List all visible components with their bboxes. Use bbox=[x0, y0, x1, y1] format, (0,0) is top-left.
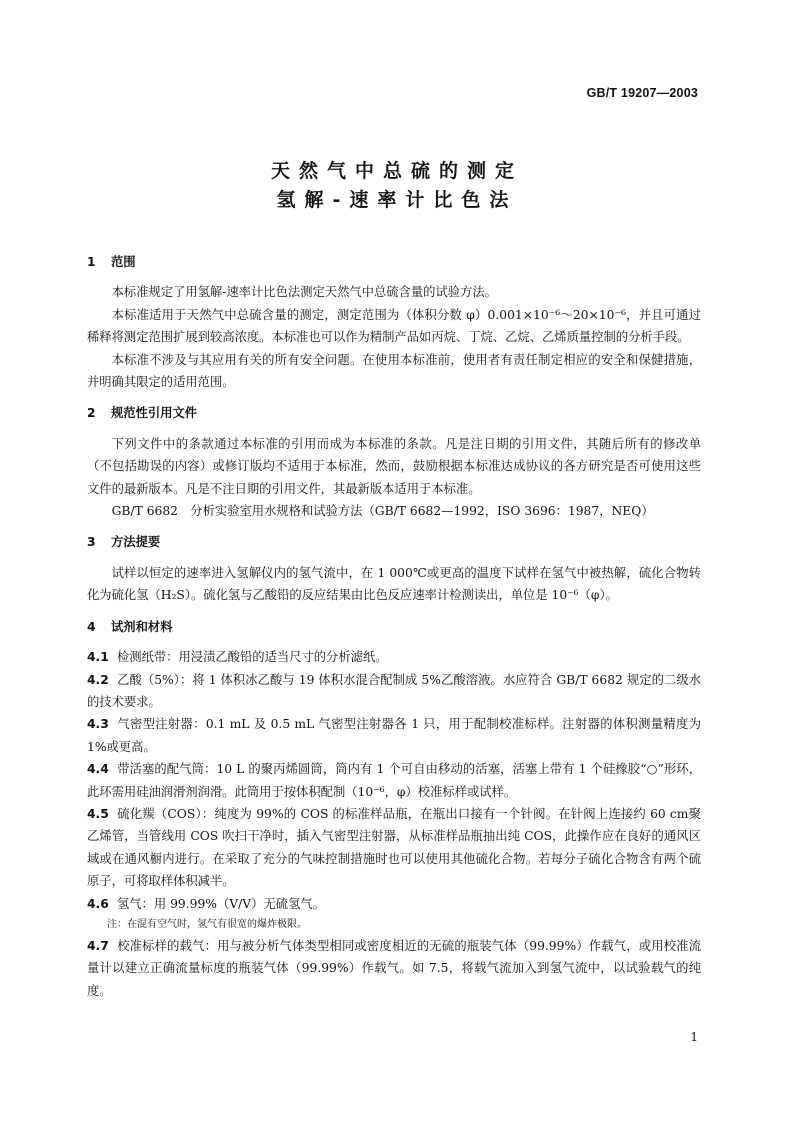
paragraph: 本标准规定了用氢解-速率计比色法测定天然气中总硫含量的试验方法。 bbox=[111, 285, 497, 300]
item-text: 检测纸带：用浸渍乙酸铅的适当尺寸的分析滤纸。 bbox=[117, 650, 388, 665]
list-item bbox=[87, 803, 701, 893]
section-scope bbox=[87, 251, 701, 393]
paragraph: 本标准不涉及与其应用有关的所有安全问题。在使用本标准前，使用者有责任制定相应的安全和保健措施，并明确其限定的适用范围。 bbox=[87, 352, 701, 390]
document-title-line2: 氢解-速率计比色法 bbox=[276, 189, 518, 211]
section-heading bbox=[87, 402, 701, 424]
item-text: 校准标样的载气：用与被分析气体类型相同或密度相近的无硫的瓶装气体（99.99%）作载气，或用校准流量计以建立正确流量标度的瓶装气体（99.99%）作载气。如 7.5，将载气流加入到氢气流中，以试验载气的纯度。 bbox=[87, 938, 701, 998]
list-item bbox=[87, 713, 701, 758]
paragraph: 本标准适用于天然气中总硫含量的测定，测定范围为（体积分数 φ）0.001×10⁻⁶～20×10⁻⁶，并且可通过稀释将测定范围扩展到较高浓度。本标准也可以作为精制产品如丙烷、丁烷、乙烷、乙烯质量控制的分析手段。 bbox=[87, 307, 701, 345]
document-body bbox=[87, 251, 701, 1011]
list-item bbox=[87, 893, 701, 915]
paragraph: 试样以恒定的速率进入氢解仪内的氢气流中，在 1 000℃或更高的温度下试样在氢气中被热解，硫化合物转化为硫化氢（H₂S）。硫化氢与乙酸铅的反应结果由比色反应速率计检测读出，单位是 10⁻⁶（φ）。 bbox=[87, 565, 701, 603]
reference-entry: GB/T 6682 分析实验室用水规格和试验方法（GB/T 6682—1992，ISO 3696：1987，NEQ） bbox=[111, 504, 654, 519]
section-title: 范围 bbox=[111, 255, 136, 269]
section-method-summary bbox=[87, 531, 701, 606]
section-heading bbox=[87, 251, 701, 273]
list-item bbox=[87, 669, 701, 714]
paragraph: 下列文件中的条款通过本标准的引用而成为本标准的条款。凡是注日期的引用文件，其随后所有的修改单（不包括勘误的内容）或修订版均不适用于本标准，然而，鼓励根据本标准达成协议的各方研究是否可使用这些文件的最新版本。凡是不注日期的引用文件，其最新版本适用于本标准。 bbox=[87, 436, 701, 496]
section-number: 3 bbox=[87, 535, 96, 550]
document-title-line1: 天然气中总硫的测定 bbox=[270, 160, 523, 182]
item-text: 带活塞的配气筒：10 L 的聚丙烯圆筒，筒内有 1 个可自由移动的活塞，活塞上带有 1 个硅橡胶“○”形环，此环需用硅油润滑剂润滑。此筒用于按体积配制（10⁻⁶，φ）校准标样或试样。 bbox=[87, 762, 701, 799]
item-number: 4.5 bbox=[87, 806, 109, 821]
item-number: 4.4 bbox=[87, 762, 109, 777]
section-number: 2 bbox=[87, 406, 96, 421]
section-heading bbox=[87, 531, 701, 553]
section-reagents bbox=[87, 616, 701, 1003]
section-heading bbox=[87, 616, 701, 638]
section-title: 试剂和材料 bbox=[111, 619, 173, 634]
list-item bbox=[87, 935, 701, 1002]
section-title: 方法提要 bbox=[111, 535, 161, 550]
item-number: 4.1 bbox=[87, 650, 109, 665]
section-title: 规范性引用文件 bbox=[111, 406, 198, 421]
list-item bbox=[87, 758, 701, 803]
item-text: 乙酸（5%）：将 1 体积冰乙酸与 19 体积水混合配制成 5%乙酸溶液。水应符合 GB/T 6682 规定的二级水的技术要求。 bbox=[87, 672, 701, 709]
standard-number: GB/T 19207—2003 bbox=[586, 86, 698, 100]
item-number: 4.6 bbox=[87, 896, 109, 911]
list-item bbox=[87, 646, 701, 668]
item-number: 4.3 bbox=[87, 717, 109, 732]
section-number: 1 bbox=[87, 255, 96, 269]
page-number: 1 bbox=[690, 1030, 698, 1044]
item-text: 氢气：用 99.99%（V/V）无硫氢气。 bbox=[117, 896, 325, 911]
section-number: 4 bbox=[87, 619, 96, 634]
section-normative-references bbox=[87, 402, 701, 522]
note: 注：在混有空气时，氢气有很宽的爆炸极限。 bbox=[107, 918, 307, 930]
item-number: 4.7 bbox=[87, 938, 109, 953]
item-text: 气密型注射器：0.1 mL 及 0.5 mL 气密型注射器各 1 只，用于配制校准标样。注射器的体积测量精度为 1%或更高。 bbox=[87, 717, 701, 754]
item-number: 4.2 bbox=[87, 672, 109, 687]
item-text: 硫化羰（COS）：纯度为 99%的 COS 的标准样品瓶，在瓶出口接有一个针阀。在针阀上连接约 60 cm聚乙烯管，当管线用 COS 吹扫干净时，插入气密型注射器，从标准样品瓶抽出纯 COS，此操作应在良好的通风区域或在通风橱内进行。在采取了充分的气味控制措施时也可以使用其他硫化合物。若每分子硫化合物含有两个硫原子，可将取样体积减半。 bbox=[87, 806, 701, 889]
